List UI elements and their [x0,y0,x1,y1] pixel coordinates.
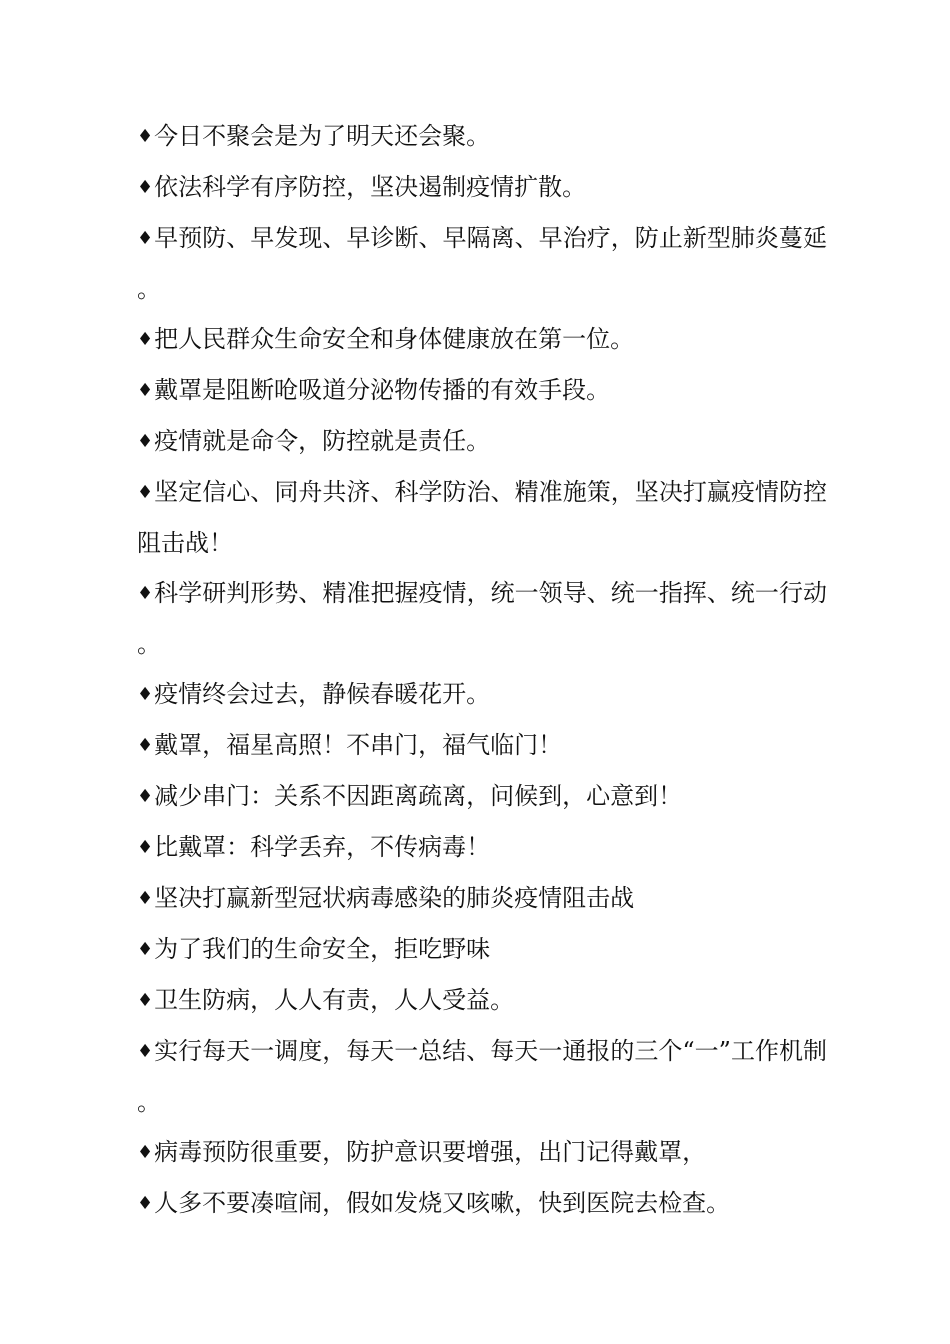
slogan-text: 为了我们的生命安全，拒吃野味 [154,935,491,963]
slogan-text: 比戴罩：科学丢弃，不传病毒！ [154,833,491,861]
slogan-item-8 [137,568,827,669]
diamond-bullet-icon: ♦ [137,431,154,452]
slogan-item-13 [137,873,827,924]
slogan-item-16 [137,1026,827,1127]
slogan-text: 卫生防病，人人有责，人人受益。 [154,986,515,1014]
slogan-item-2 [137,162,827,213]
slogan-item-6 [137,416,827,467]
diamond-bullet-icon: ♦ [137,177,154,198]
diamond-bullet-icon: ♦ [137,482,154,503]
slogan-item-12 [137,822,827,873]
diamond-bullet-icon: ♦ [137,1193,154,1214]
slogan-item-18 [137,1178,827,1229]
slogan-item-5 [137,365,827,416]
slogan-item-11 [137,771,827,822]
slogan-item-14 [137,924,827,975]
slogan-text: 人多不要凑喧闹，假如发烧又咳嗽，快到医院去检查。 [154,1189,731,1217]
diamond-bullet-icon: ♦ [137,939,154,960]
slogan-text: 早预防、早发现、早诊断、早隔离、早治疗，防止新型肺炎蔓延。 [137,224,827,303]
slogan-text: 坚定信心、同舟共济、科学防治、精准施策，坚决打赢疫情防控阻击战！ [137,478,827,557]
diamond-bullet-icon: ♦ [137,786,154,807]
diamond-bullet-icon: ♦ [137,837,154,858]
diamond-bullet-icon: ♦ [137,1142,154,1163]
slogan-text: 疫情就是命令，防控就是责任。 [154,427,491,455]
slogan-item-17 [137,1127,827,1178]
diamond-bullet-icon: ♦ [137,228,154,249]
diamond-bullet-icon: ♦ [137,888,154,909]
document-body [137,111,827,1229]
slogan-text: 戴罩是阻断呛吸道分泌物传播的有效手段。 [154,376,611,404]
diamond-bullet-icon: ♦ [137,329,154,350]
slogan-text: 把人民群众生命安全和身体健康放在第一位。 [154,325,635,353]
diamond-bullet-icon: ♦ [137,990,154,1011]
slogan-item-3 [137,213,827,314]
diamond-bullet-icon: ♦ [137,1041,154,1062]
slogan-text: 今日不聚会是为了明天还会聚。 [154,122,491,150]
slogan-text: 依法科学有序防控，坚决遏制疫情扩散。 [154,173,587,201]
slogan-text: 实行每天一调度，每天一总结、每天一通报的三个“一”工作机制。 [137,1037,827,1116]
diamond-bullet-icon: ♦ [137,583,154,604]
slogan-text: 病毒预防很重要，防护意识要增强，出门记得戴罩， [154,1138,707,1166]
slogan-text: 戴罩，福星高照！不串门，福气临门！ [154,731,563,759]
slogan-text: 减少串门：关系不因距离疏离，问候到，心意到！ [154,782,683,810]
slogan-text: 疫情终会过去，静候春暖花开。 [154,680,491,708]
diamond-bullet-icon: ♦ [137,735,154,756]
slogan-item-9 [137,669,827,720]
slogan-item-4 [137,314,827,365]
slogan-text: 坚决打赢新型冠状病毒感染的肺炎疫情阻击战 [154,884,635,912]
diamond-bullet-icon: ♦ [137,380,154,401]
diamond-bullet-icon: ♦ [137,126,154,147]
slogan-item-10 [137,720,827,771]
slogan-item-1 [137,111,827,162]
slogan-text: 科学研判形势、精准把握疫情，统一领导、统一指挥、统一行动。 [137,579,827,658]
slogan-item-7 [137,467,827,568]
diamond-bullet-icon: ♦ [137,684,154,705]
slogan-item-15 [137,975,827,1026]
